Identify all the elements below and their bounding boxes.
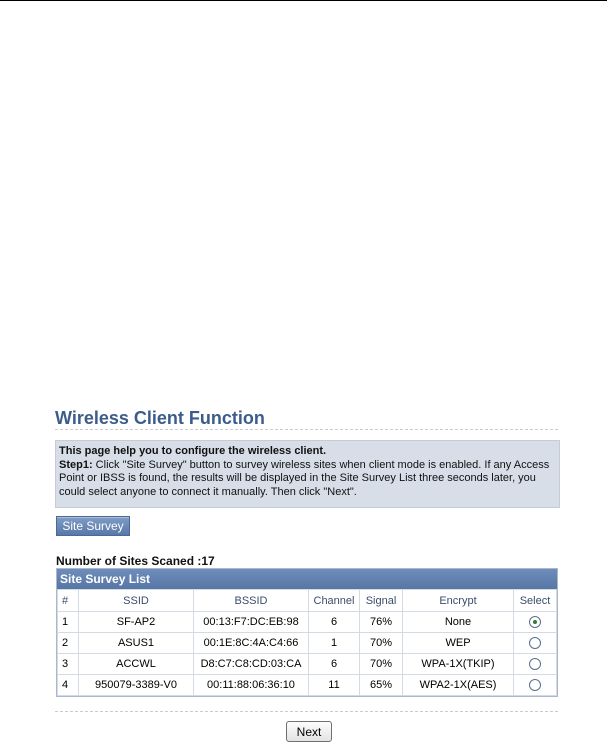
info-step [59, 459, 556, 500]
cell-bssid: 00:11:88:06:36:10 [194, 675, 309, 696]
cell-index: 1 [58, 612, 79, 633]
cell-signal: 70% [360, 654, 403, 675]
cell-bssid: 00:1E:8C:4A:C4:66 [194, 633, 309, 654]
sites-count: Number of Sites Scaned :17 [56, 554, 215, 568]
cell-index: 4 [58, 675, 79, 696]
table-header-row [58, 590, 557, 612]
info-step-text: Click "Site Survey" button to survey wireless sites when client mode is enabled. If any Access Point or IBSS is found, the results will be displayed in the Site Survey List three seconds later, you could select anyone to connect it manually. Then click "Next". [59, 458, 550, 498]
table-row [58, 633, 557, 654]
info-intro: This page help you to configure the wireless client. [59, 445, 327, 457]
header-encrypt: Encrypt [403, 590, 514, 612]
cell-encrypt: WEP [403, 633, 514, 654]
cell-channel: 11 [309, 675, 360, 696]
header-signal: Signal [360, 590, 403, 612]
cell-select [514, 633, 557, 654]
cell-select [514, 612, 557, 633]
cell-signal: 65% [360, 675, 403, 696]
cell-channel: 6 [309, 612, 360, 633]
table-row [58, 675, 557, 696]
top-border-line [0, 0, 607, 1]
select-radio[interactable] [529, 658, 541, 670]
bottom-divider [55, 711, 558, 712]
cell-ssid: ASUS1 [79, 633, 194, 654]
page-title: Wireless Client Function [55, 408, 265, 428]
cell-bssid: D8:C7:C8:CD:03:CA [194, 654, 309, 675]
site-survey-table [56, 568, 558, 697]
cell-encrypt: WPA-1X(TKIP) [403, 654, 514, 675]
select-radio[interactable] [529, 637, 541, 649]
table-row [58, 654, 557, 675]
cell-bssid: 00:13:F7:DC:EB:98 [194, 612, 309, 633]
cell-encrypt: WPA2-1X(AES) [403, 675, 514, 696]
header-index: # [58, 590, 79, 612]
next-button[interactable]: Next [286, 721, 332, 742]
cell-index: 2 [58, 633, 79, 654]
table-caption: Site Survey List [57, 569, 557, 589]
cell-ssid: SF-AP2 [79, 612, 194, 633]
cell-signal: 76% [360, 612, 403, 633]
cell-channel: 6 [309, 654, 360, 675]
header-bssid: BSSID [194, 590, 309, 612]
cell-ssid: 950079-3389-V0 [79, 675, 194, 696]
site-survey-button[interactable]: Site Survey [56, 516, 130, 536]
title-divider [55, 429, 558, 430]
cell-index: 3 [58, 654, 79, 675]
cell-encrypt: None [403, 612, 514, 633]
info-step-label: Step1: [59, 458, 93, 471]
cell-select [514, 675, 557, 696]
info-box [55, 440, 560, 508]
table-row [58, 612, 557, 633]
header-select: Select [514, 590, 557, 612]
cell-channel: 1 [309, 633, 360, 654]
header-channel: Channel [309, 590, 360, 612]
cell-signal: 70% [360, 633, 403, 654]
select-radio[interactable] [529, 679, 541, 691]
cell-ssid: ACCWL [79, 654, 194, 675]
select-radio[interactable] [529, 616, 541, 628]
header-ssid: SSID [79, 590, 194, 612]
cell-select [514, 654, 557, 675]
